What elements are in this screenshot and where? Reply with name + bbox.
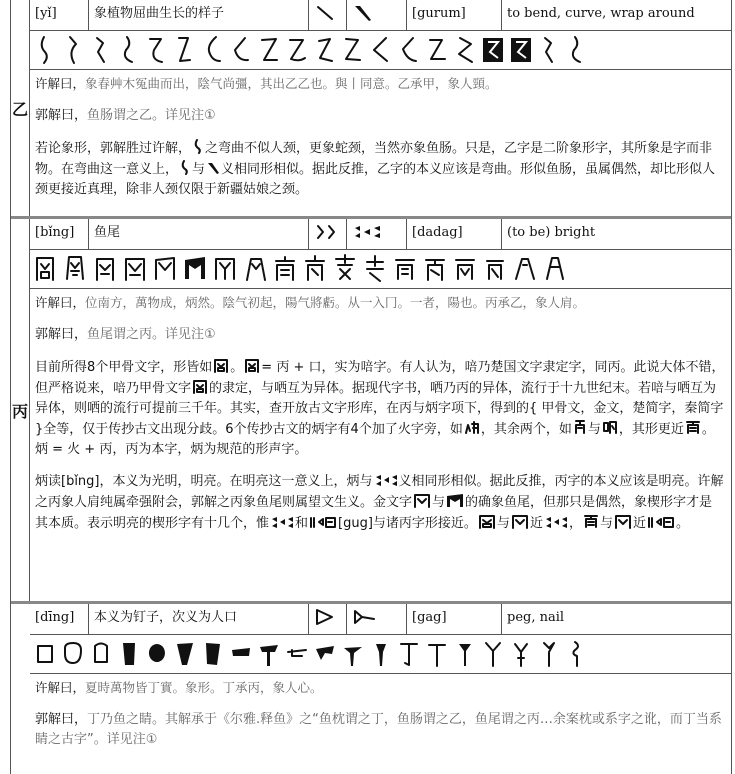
pinyin-cell: [dīng] bbox=[30, 604, 89, 634]
historical-glyph bbox=[90, 638, 112, 670]
info-row bbox=[30, 604, 731, 635]
entry-bing bbox=[10, 219, 732, 601]
historical-glyph bbox=[154, 253, 178, 285]
historical-glyph bbox=[62, 638, 84, 670]
guo-quote: 郭解曰，鱼尾谓之丙。详见注① bbox=[35, 327, 216, 342]
analysis-paragraph: 若论象形，郭解胜过许解， 之弯曲不似人颈，更象蛇颈，当然亦象鱼肠。只是，乙字是二阶象形字，其所象是字而非物。在弯曲这一意义上， 与 义相同形相似。据此反推，乙字的本义应该是弯曲。形似鱼肠，虽属偶然，却比形似人颈更接近真理，除非人颈仅限于新疆姑娘之颈。 bbox=[35, 138, 725, 200]
bing-variant-glyph-icon bbox=[573, 419, 587, 435]
bing-bronze-glyph-icon bbox=[413, 492, 431, 508]
glyph-evolution-row bbox=[30, 635, 731, 674]
entry-text bbox=[30, 70, 731, 206]
info-row bbox=[30, 219, 731, 250]
cuneiform-glyph-2 bbox=[347, 219, 407, 249]
historical-glyph bbox=[514, 253, 538, 285]
historical-glyph bbox=[214, 253, 238, 285]
bing-bronze-glyph-icon bbox=[511, 513, 529, 529]
historical-glyph bbox=[118, 638, 140, 670]
xu-quote: 许解曰，夏時萬物皆丁實。象形。丁承丙，象人心。 bbox=[35, 680, 323, 695]
historical-glyph bbox=[64, 253, 88, 285]
yi-glyph-icon bbox=[192, 138, 204, 154]
cuneiform-bright-icon bbox=[544, 515, 568, 529]
historical-glyph bbox=[424, 253, 448, 285]
cuneiform-wedge-icon bbox=[352, 3, 374, 23]
historical-glyph bbox=[304, 253, 328, 285]
cuneiform-glyph-2 bbox=[347, 0, 407, 30]
historical-glyph bbox=[202, 638, 224, 670]
meaning-cell: 象植物屈曲生长的样子 bbox=[89, 0, 309, 30]
historical-glyph bbox=[174, 638, 196, 670]
cuneiform-bright-icon bbox=[374, 473, 398, 487]
entry-yi bbox=[10, 0, 732, 216]
english-gloss-cell: to bend, curve, wrap around bbox=[507, 6, 695, 21]
historical-glyph bbox=[454, 253, 478, 285]
historical-glyph bbox=[544, 253, 568, 285]
pinyin-cell: [bǐng] bbox=[30, 219, 89, 249]
meaning-cell: 本义为钉子，次义为人口 bbox=[89, 604, 309, 634]
xu-quote: 许解曰，位南方，萬物成，炳然。陰气初起，陽气將虧。从一入冂。一者，陽也。丙承乙，象人肩。 bbox=[35, 295, 586, 310]
historical-glyph bbox=[62, 34, 84, 66]
historical-glyph bbox=[426, 34, 448, 66]
analysis-paragraph-1: 目前所得8个甲骨文字，形皆如 。 = 丙 + 口，实为㖣字。有人认为，㖣乃楚国文字隶定字，同丙。此说大体不错，但严格说来，㖣乃甲骨文字 的隶定，与哂互为异体。据现代字书，哂乃丙的异体，流行于十九世纪末。若㖣与哂互为异体，则哂的流行可提前三千年。其实，查开放古文字形库，在丙与炳字项下，得到的{ 甲骨文，金文，楚简字，秦简字 }全等，仅于传抄古文出现分歧。6个传抄古文的炳字有4个加了火字旁，如 ，其余两个，如 与 ，其形更近 。炳 = 火 + 丙，丙为本字，炳为规范的形声字。 bbox=[35, 357, 725, 460]
historical-glyph bbox=[510, 638, 532, 670]
head-character: 丙 bbox=[11, 219, 30, 601]
historical-glyph bbox=[202, 34, 224, 66]
historical-glyph bbox=[566, 638, 588, 670]
cuneiform-peg-icon bbox=[314, 607, 336, 627]
historical-glyph bbox=[184, 253, 208, 285]
historical-glyph bbox=[258, 34, 280, 66]
historical-glyph bbox=[146, 34, 168, 66]
dictionary-page bbox=[10, 0, 732, 774]
historical-glyph bbox=[34, 253, 58, 285]
cuneiform-glyph-1 bbox=[309, 219, 347, 249]
guo-quote: 郭解曰，丁乃鱼之睛。其解承于《尔雅.释鱼》之“鱼枕谓之丁，鱼肠谓之乙，鱼尾谓之丙…余案枕或系字之讹，而丁当系睛之古字”。详见注① bbox=[35, 712, 722, 747]
historical-glyph bbox=[454, 34, 476, 66]
bing-seal-glyph-icon bbox=[685, 419, 701, 435]
analysis-paragraph-2: 炳读[bǐng]，本义为光明，明亮。在明亮这一意义上，炳与 义相同形相似。据此反推，丙字的本义应该是明亮。许解之丙象人肩纯属牵强附会，郭解之丙象鱼尾则属望文生义。金文字 与 的确象鱼尾，但那只是偶然，象楔形字才是其本质。表示明亮的楔形字有十几个，惟 和 [gug]与诸丙字形接近。 与 近 ， 与 近 。 bbox=[35, 474, 724, 531]
historical-glyph bbox=[364, 253, 388, 285]
historical-glyph bbox=[286, 638, 308, 670]
transliteration-cell: [gurum] bbox=[407, 0, 502, 30]
historical-glyph bbox=[230, 34, 252, 66]
historical-glyph bbox=[454, 638, 476, 670]
seal-stamp-glyph bbox=[482, 34, 504, 66]
historical-glyph bbox=[34, 34, 56, 66]
seal-stamp-glyph bbox=[510, 34, 532, 66]
historical-glyph bbox=[118, 34, 140, 66]
transliteration-cell: [dadag] bbox=[407, 219, 502, 249]
historical-glyph bbox=[426, 638, 448, 670]
historical-glyph bbox=[538, 638, 560, 670]
entry-body bbox=[30, 219, 731, 601]
historical-glyph bbox=[398, 638, 420, 670]
historical-glyph bbox=[342, 638, 364, 670]
cuneiform-gug-icon bbox=[309, 515, 337, 529]
english-gloss-cell: (to be) bright bbox=[507, 225, 596, 240]
bing-oracle-glyph-icon bbox=[192, 378, 208, 394]
cuneiform-bright-icon bbox=[352, 222, 386, 242]
bing-oracle-glyph-icon bbox=[478, 513, 496, 529]
info-row bbox=[30, 0, 731, 31]
historical-glyph bbox=[258, 638, 280, 670]
historical-glyph bbox=[394, 253, 418, 285]
bing-oracle-glyph-icon bbox=[244, 357, 260, 373]
bing-fire-glyph-icon bbox=[464, 419, 480, 435]
historical-glyph bbox=[90, 34, 112, 66]
cuneiform-glyph-1 bbox=[309, 604, 347, 634]
head-character: 乙 bbox=[11, 0, 30, 216]
historical-glyph bbox=[146, 638, 168, 670]
pinyin-cell: [yǐ] bbox=[30, 0, 89, 30]
historical-glyph bbox=[314, 638, 336, 670]
cuneiform-bright-icon bbox=[314, 222, 342, 242]
transliteration-cell: [gag] bbox=[407, 604, 502, 634]
cuneiform-bright-icon bbox=[270, 515, 294, 529]
meaning-cell: 鱼尾 bbox=[89, 219, 309, 249]
historical-glyph bbox=[482, 638, 504, 670]
cuneiform-wedge-icon bbox=[206, 161, 220, 175]
historical-glyph bbox=[334, 253, 358, 285]
glyph-evolution-row bbox=[30, 250, 731, 289]
english-gloss-cell: peg, nail bbox=[507, 610, 565, 625]
historical-glyph bbox=[566, 34, 588, 66]
historical-glyph bbox=[314, 34, 336, 66]
historical-glyph bbox=[370, 34, 392, 66]
historical-glyph bbox=[370, 638, 392, 670]
bing-bronze-filled-glyph-icon bbox=[446, 492, 464, 508]
entry-ding bbox=[10, 604, 732, 774]
cuneiform-glyph-2 bbox=[347, 604, 407, 634]
entry-body bbox=[30, 0, 731, 216]
historical-glyph bbox=[398, 34, 420, 66]
historical-glyph bbox=[94, 253, 118, 285]
cuneiform-slant-icon bbox=[314, 3, 336, 23]
historical-glyph bbox=[230, 638, 252, 670]
xu-quote: 许解曰，象春艸木冤曲而出，陰气尚彊，其出乙乙也。與丨同意。乙承甲，象人頸。 bbox=[35, 76, 498, 91]
historical-glyph bbox=[274, 253, 298, 285]
historical-glyph bbox=[286, 34, 308, 66]
cuneiform-glyph-1 bbox=[309, 0, 347, 30]
historical-glyph bbox=[124, 253, 148, 285]
bing-seal-glyph-icon bbox=[583, 513, 599, 529]
historical-glyph bbox=[34, 638, 56, 670]
historical-glyph bbox=[484, 253, 508, 285]
entry-text bbox=[30, 674, 731, 756]
cuneiform-gug-icon bbox=[647, 515, 675, 529]
bing-bronze-glyph-icon bbox=[614, 513, 632, 529]
guo-quote: 郭解曰，鱼肠谓之乙。详见注① bbox=[35, 108, 216, 123]
entry-text bbox=[30, 289, 731, 540]
yi-glyph-icon bbox=[179, 159, 191, 175]
entry-body bbox=[30, 604, 731, 774]
historical-glyph bbox=[174, 34, 196, 66]
historical-glyph bbox=[244, 253, 268, 285]
historical-glyph bbox=[342, 34, 364, 66]
historical-glyph bbox=[538, 34, 560, 66]
glyph-evolution-row bbox=[30, 31, 731, 70]
cuneiform-nail-icon bbox=[352, 607, 378, 627]
bing-oracle-glyph-icon bbox=[213, 357, 229, 373]
bing-variant-glyph-icon bbox=[602, 419, 618, 435]
